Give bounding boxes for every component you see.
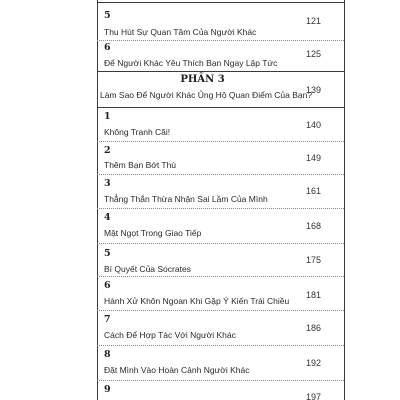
row-divider <box>97 208 344 209</box>
chapter-number: 7 <box>104 314 111 325</box>
chapter-page: 197 <box>306 392 322 400</box>
chapter-page: 192 <box>306 358 322 368</box>
part-subtitle: Làm Sao Để Người Khác Ủng Hộ Quan Điểm Của Bạn? <box>100 90 313 100</box>
row-divider <box>97 107 344 108</box>
chapter-number: 3 <box>104 178 111 189</box>
chapter-title: Để Người Khác Yêu Thích Bạn Ngay Lập Tức <box>104 58 278 68</box>
row-divider <box>97 345 344 346</box>
chapter-page: 149 <box>306 153 322 163</box>
row-divider <box>97 243 344 244</box>
chapter-number: 5 <box>104 248 111 259</box>
row-divider <box>97 2 344 3</box>
chapter-title: Hành Xử Khôn Ngoan Khi Gặp Ý Kiến Trái Chiều <box>104 296 290 306</box>
chapter-page: 161 <box>306 186 322 196</box>
chapter-page: 140 <box>306 120 322 130</box>
chapter-number: 1 <box>104 111 111 122</box>
chapter-title: Bí Quyết Của Socrates <box>104 264 191 274</box>
chapter-title: Thu Hút Sự Quan Tâm Của Người Khác <box>104 27 257 37</box>
chapter-number: 5 <box>104 10 111 21</box>
chapter-number: 6 <box>104 280 111 291</box>
row-divider <box>97 380 344 381</box>
chapter-title: Thêm Bạn Bớt Thù <box>104 160 177 170</box>
row-divider <box>97 141 344 142</box>
chapter-number: 8 <box>104 349 111 360</box>
part-heading: PHẦN 3 <box>180 74 225 85</box>
chapter-title: Cách Để Hợp Tác Với Người Khác <box>104 330 236 340</box>
row-divider <box>97 276 344 277</box>
part-page: 139 <box>306 85 322 95</box>
chapter-page: 175 <box>306 255 322 265</box>
row-divider <box>97 310 344 311</box>
chapter-number: 2 <box>104 145 111 156</box>
row-divider <box>97 71 344 72</box>
row-divider <box>97 40 344 41</box>
chapter-page: 186 <box>306 323 322 333</box>
row-divider <box>97 174 344 175</box>
chapter-title: Thẳng Thắn Thừa Nhận Sai Lầm Của Mình <box>104 194 268 204</box>
chapter-page: 168 <box>306 221 322 231</box>
chapter-page: 181 <box>306 290 322 300</box>
chapter-number: 9 <box>104 384 111 395</box>
chapter-number: 6 <box>104 42 111 53</box>
chapter-title: Đặt Mình Vào Hoàn Cảnh Người Khác <box>104 365 250 375</box>
chapter-page: 125 <box>306 49 322 59</box>
chapter-number: 4 <box>104 212 111 223</box>
chapter-page: 121 <box>306 16 322 26</box>
chapter-title: Không Tranh Cãi! <box>104 127 171 137</box>
chapter-title: Mật Ngọt Trong Giao Tiếp <box>104 228 202 238</box>
